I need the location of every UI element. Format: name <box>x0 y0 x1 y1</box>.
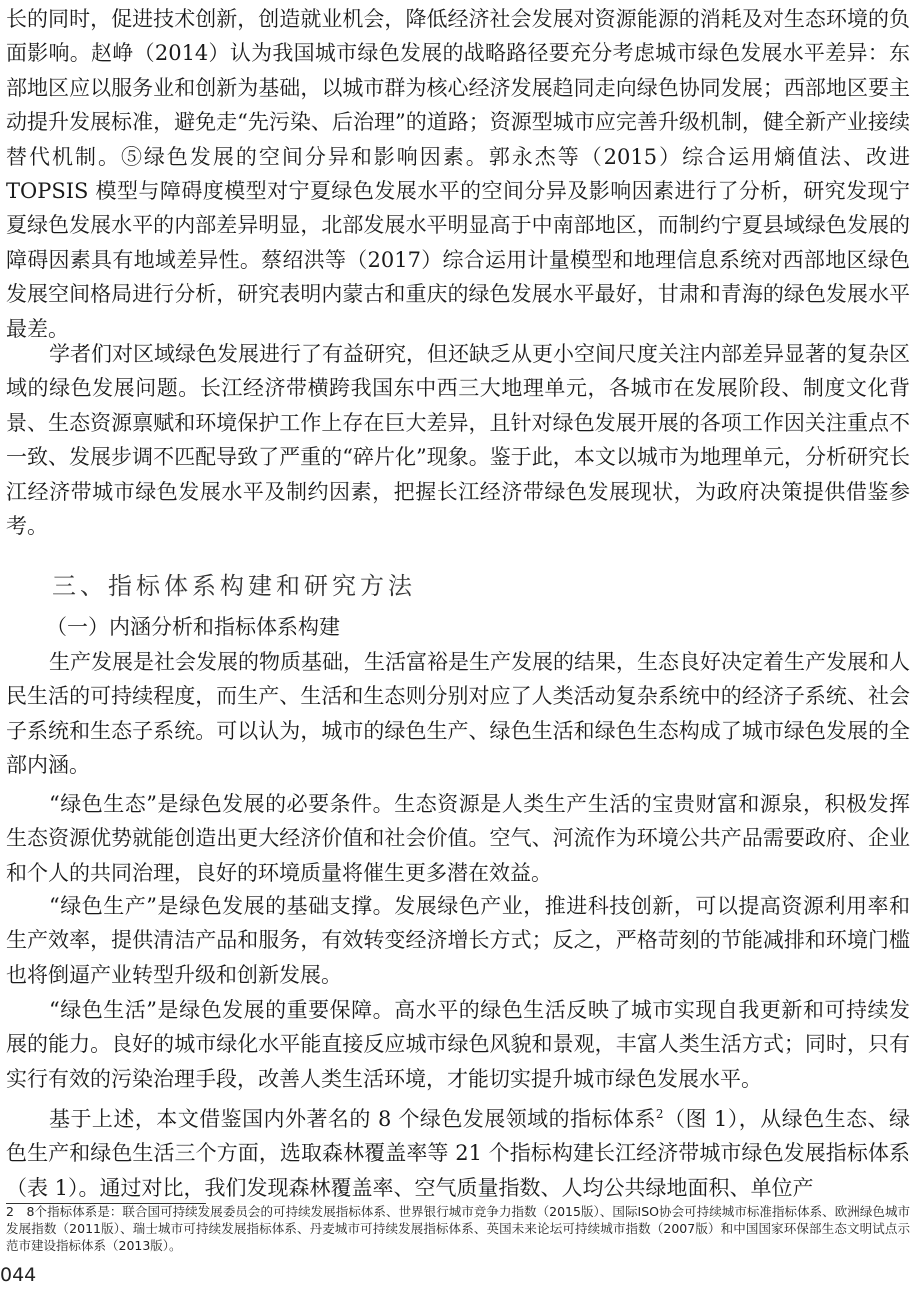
paragraph-indicator-system-part2: （图 1），从绿色生态、绿色生产和绿色生活三个方面，选取森林覆盖率等 21 个指标构建长江经济带城市绿色发展指标体系（表 1）。通过对比，我们发现森林覆盖率、空气质量指数、人均公共绿地面积、单位产 <box>6 1107 910 1200</box>
subsection-heading: （一）内涵分析和指标体系构建 <box>46 615 340 639</box>
paragraph-literature-review: 长的同时，促进技术创新，创造就业机会，降低经济社会发展对资源能源的消耗及对生态环境的负面影响。赵峥（2014）认为我国城市绿色发展的战略路径要充分考虑城市绿色发展水平差异：东部地区应以服务业和创新为基础，以城市群为核心经济发展趋同走向绿色协同发展；西部地区要主动提升发展标准，避免走“先污染、后治理”的道路；资源型城市应完善升级机制，健全新产业接续替代机制。⑤绿色发展的空间分异和影响因素。郭永杰等（2015）综合运用熵值法、改进 TOPSIS 模型与障碍度模型对宁夏绿色发展水平的空间分异及影响因素进行了分析，研究发现宁夏绿色发展水平的内部差异明显，北部发展水平明显高于中南部地区，而制约宁夏县域绿色发展的障碍因素具有地域差异性。蔡绍洪等（2017）综合运用计量模型和地理信息系统对西部地区绿色发展空间格局进行分析，研究表明内蒙古和重庆的绿色发展水平最好，甘肃和青海的绿色发展水平最差。 <box>6 7 910 341</box>
footnote: 2 8个指标体系是：联合国可持续发展委员会的可持续发展指标体系、世界银行城市竞争力指数（2015版）、国际ISO协会可持续城市标准指标体系、欧洲绿色城市发展指数（2011版）、瑞士城市可持续发展指标体系、丹麦城市可持续发展指标体系、英国未来论坛可持续城市指数（2007版）和中国国家环保部生态文明试点示范市建设指标体系（2013版）。 <box>6 1204 910 1253</box>
paragraph-indicator-system-part1: 基于上述，本文借鉴国内外著名的 8 个绿色发展领域的指标体系 <box>49 1107 656 1131</box>
footnote-reference: 2 <box>655 1107 664 1121</box>
paragraph-green-ecology: “绿色生态”是绿色发展的必要条件。生态资源是人类生产生活的宝贵财富和源泉，积极发挥生态资源优势就能创造出更大经济价值和社会价值。空气、河流作为环境公共产品需要政府、企业和个人的共同治理，良好的环境质量将催生更多潜在效益。 <box>6 792 910 885</box>
paragraph-connotation: 生产发展是社会发展的物质基础，生活富裕是生产发展的结果，生态良好决定着生产发展和人民生活的可持续程度，而生产、生活和生态则分别对应了人类活动复杂系统中的经济子系统、社会子系统和生态子系统。可以认为，城市的绿色生产、绿色生活和绿色生态构成了城市绿色发展的全部内涵。 <box>6 650 910 778</box>
paragraph-green-life: “绿色生活”是绿色发展的重要保障。高水平的绿色生活反映了城市实现自我更新和可持续发展的能力。良好的城市绿化水平能直接反应城市绿色风貌和景观，丰富人类生活方式；同时，只有实行有效的污染治理手段，改善人类生活环境，才能切实提升城市绿色发展水平。 <box>6 998 910 1091</box>
paragraph-green-production: “绿色生产”是绿色发展的基础支撑。发展绿色产业，推进科技创新，可以提高资源利用率和生产效率，提供清洁产品和服务，有效转变经济增长方式；反之，严格苛刻的节能减排和环境门槛也将倒逼产业转型升级和创新发展。 <box>6 894 910 987</box>
paragraph-indicator-system <box>6 1097 910 1205</box>
section-heading: 三、指标体系构建和研究方法 <box>52 572 416 600</box>
paragraph-research-gap: 学者们对区域绿色发展进行了有益研究，但还缺乏从更小空间尺度关注内部差异显著的复杂区域的绿色发展问题。长江经济带横跨我国东中西三大地理单元，各城市在发展阶段、制度文化背景、生态资源禀赋和环境保护工作上存在巨大差异，且针对绿色发展开展的各项工作因关注重点不一致、发展步调不匹配导致了严重的“碎片化”现象。鉴于此，本文以城市为地理单元，分析研究长江经济带城市绿色发展水平及制约因素，把握长江经济带绿色发展现状，为政府决策提供借鉴参考。 <box>6 342 910 539</box>
page-number: 044 <box>0 1264 37 1286</box>
